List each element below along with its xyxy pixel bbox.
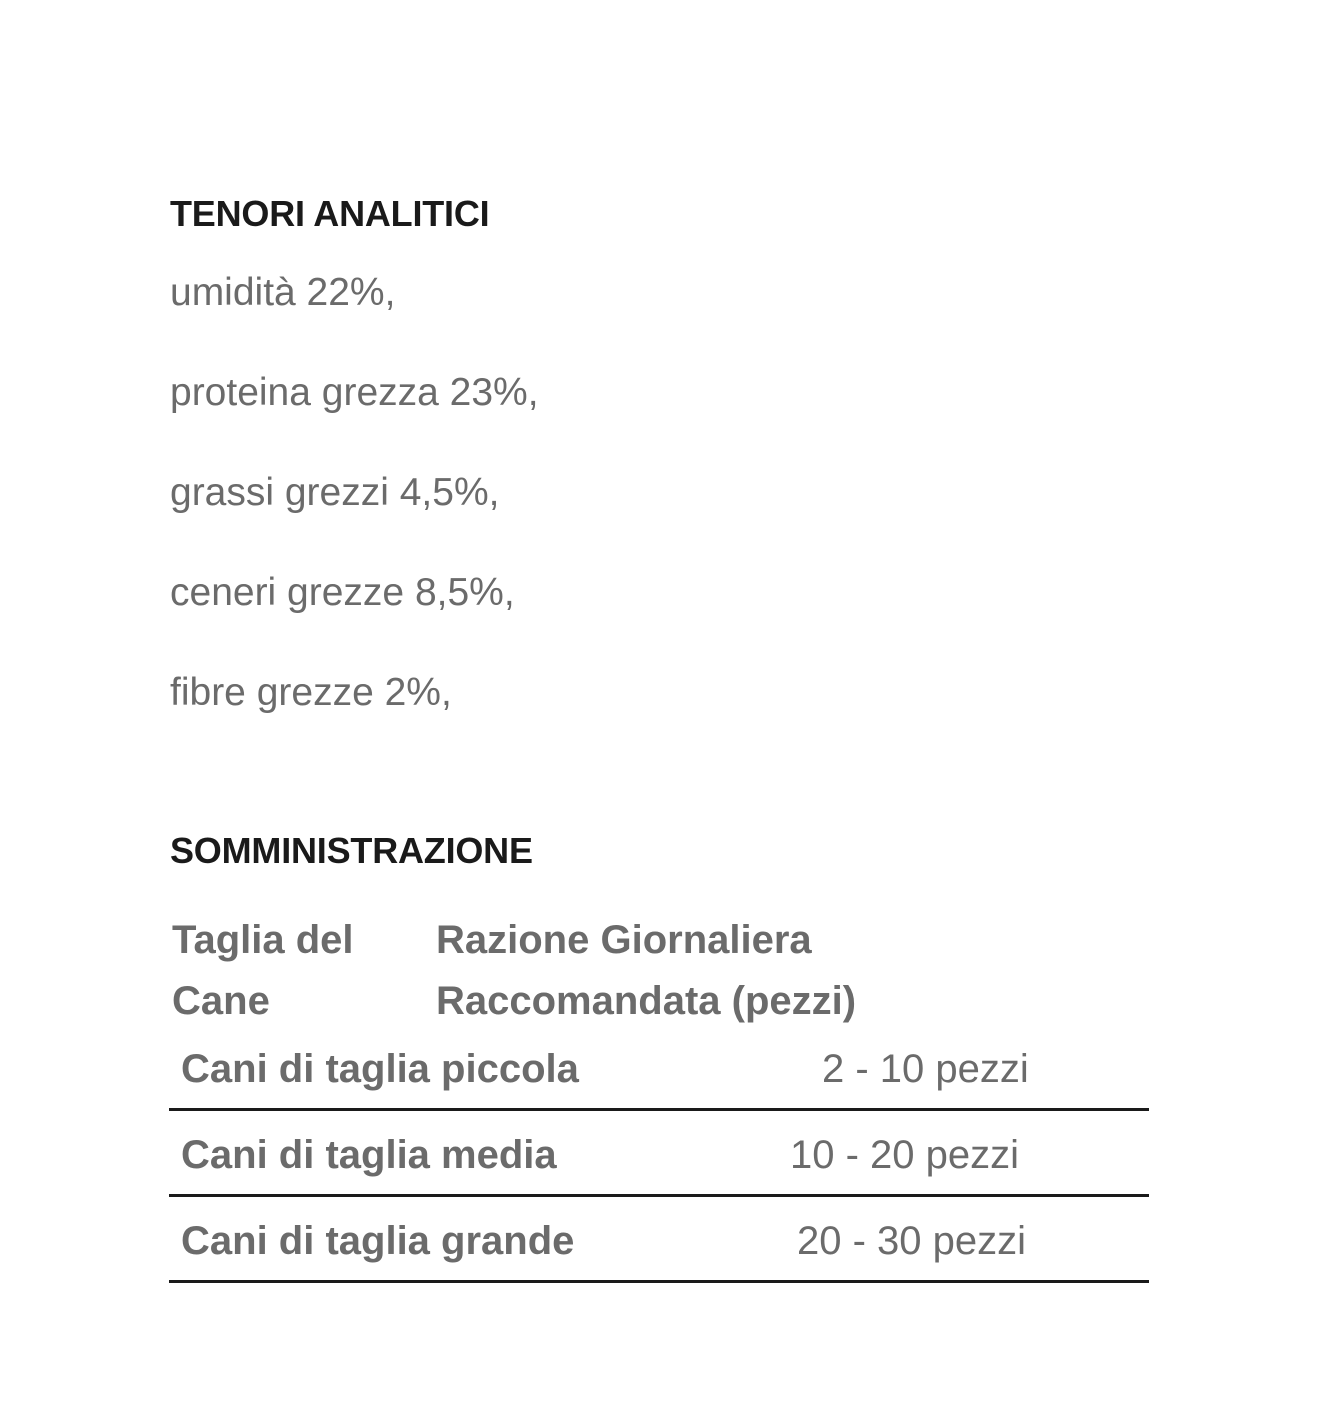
column-header-daily-ration-line2: Raccomandata (pezzi) <box>436 979 857 1023</box>
analytic-item-proteina: proteina grezza 23%, <box>170 371 539 414</box>
column-header-daily-ration-line1: Razione Giornaliera <box>436 918 812 962</box>
analytic-item-fibre: fibre grezze 2%, <box>170 671 452 714</box>
analytic-item-umidita: umidità 22%, <box>170 271 396 314</box>
table-row <box>169 1197 1149 1283</box>
analytic-item-ceneri: ceneri grezze 8,5%, <box>170 571 515 614</box>
column-header-dog-size-line2: Cane <box>172 979 270 1023</box>
section-title-tenori-analitici: TENORI ANALITICI <box>170 193 490 234</box>
row-ration-pieces: 10 - 20 pezzi <box>790 1133 1020 1177</box>
column-header-dog-size <box>172 910 354 1032</box>
analytic-values-list <box>170 270 539 770</box>
table-row <box>169 1111 1149 1197</box>
section-title-somministrazione: SOMMINISTRAZIONE <box>170 830 533 871</box>
analytic-item-grassi: grassi grezzi 4,5%, <box>170 471 500 514</box>
row-ration-pieces: 2 - 10 pezzi <box>822 1047 1029 1091</box>
column-header-daily-ration <box>436 910 856 1032</box>
row-dog-size: Cani di taglia media <box>181 1133 557 1177</box>
row-dog-size: Cani di taglia piccola <box>181 1047 579 1091</box>
table-row <box>169 1025 1149 1111</box>
column-header-dog-size-line1: Taglia del <box>172 918 354 962</box>
feeding-table <box>169 1025 1149 1283</box>
row-ration-pieces: 20 - 30 pezzi <box>797 1219 1027 1263</box>
row-dog-size: Cani di taglia grande <box>181 1219 575 1263</box>
